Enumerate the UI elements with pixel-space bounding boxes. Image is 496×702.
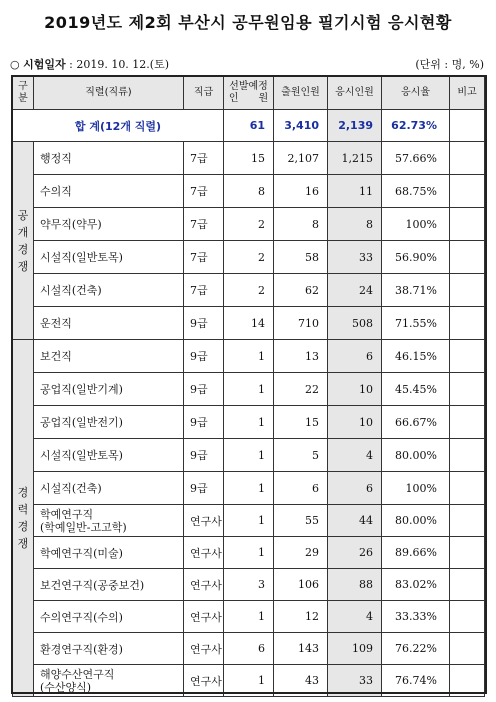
rate-cell: 100%: [382, 472, 450, 505]
examinees-cell: 11: [328, 175, 382, 208]
grade-cell: 연구사: [184, 537, 224, 569]
table-row: [13, 307, 485, 340]
exam-date-label: 시험일자: [23, 58, 66, 71]
table-row: [13, 241, 485, 274]
examinees-cell: 4: [328, 439, 382, 472]
planned-cell: 3: [224, 569, 274, 601]
grade-cell: 9급: [184, 406, 224, 439]
remark-cell: [450, 439, 485, 472]
rate-cell: 76.22%: [382, 633, 450, 665]
examinees-cell: 33: [328, 241, 382, 274]
total-rate: 62.73%: [382, 110, 450, 142]
applicants-cell: 2,107: [274, 142, 328, 175]
remark-cell: [450, 472, 485, 505]
job-cell: 수의연구직(수의): [34, 601, 184, 633]
job-cell: 시설직(일반토목): [34, 241, 184, 274]
header-group: 구 분: [13, 77, 34, 110]
job-line2: (수산양식): [40, 680, 92, 694]
grade-cell: 연구사: [184, 569, 224, 601]
remark-cell: [450, 406, 485, 439]
remark-cell: [450, 340, 485, 373]
planned-cell: 1: [224, 439, 274, 472]
unit-label: (단위 : 명, %): [415, 58, 484, 71]
examinees-cell: 33: [328, 665, 382, 697]
examinees-cell: 26: [328, 537, 382, 569]
rate-cell: 57.66%: [382, 142, 450, 175]
applicants-cell: 16: [274, 175, 328, 208]
job-cell: 시설직(일반토목): [34, 439, 184, 472]
remark-cell: [450, 373, 485, 406]
examinees-cell: 10: [328, 373, 382, 406]
planned-cell: 1: [224, 406, 274, 439]
table-row: [13, 665, 485, 697]
examinees-cell: 88: [328, 569, 382, 601]
rate-cell: 80.00%: [382, 439, 450, 472]
rate-cell: 71.55%: [382, 307, 450, 340]
table-row: [13, 340, 485, 373]
examinees-cell: 109: [328, 633, 382, 665]
grade-cell: 9급: [184, 439, 224, 472]
grade-cell: 9급: [184, 307, 224, 340]
applicants-cell: 29: [274, 537, 328, 569]
rate-cell: 76.74%: [382, 665, 450, 697]
exam-info-row: [10, 56, 486, 72]
job-line1: 학예연구직: [40, 507, 94, 521]
job-cell: 보건연구직(공중보건): [34, 569, 184, 601]
rate-cell: 45.45%: [382, 373, 450, 406]
grade-cell: 7급: [184, 142, 224, 175]
job-cell: 시설직(건축): [34, 274, 184, 307]
table-row: [13, 406, 485, 439]
header-grade: 직급: [184, 77, 224, 110]
table-header-row: [13, 77, 485, 110]
rate-cell: 56.90%: [382, 241, 450, 274]
job-cell: 학예연구직(미술): [34, 537, 184, 569]
examinees-cell: 44: [328, 505, 382, 537]
table-row: [13, 439, 485, 472]
table-row: [13, 373, 485, 406]
job-cell: 공업직(일반전기): [34, 406, 184, 439]
remark-cell: [450, 241, 485, 274]
examinees-cell: 8: [328, 208, 382, 241]
examinees-cell: 24: [328, 274, 382, 307]
remark-cell: [450, 307, 485, 340]
total-planned: 61: [224, 110, 274, 142]
applicants-cell: 8: [274, 208, 328, 241]
table-row: [13, 569, 485, 601]
planned-cell: 8: [224, 175, 274, 208]
job-cell: 약무직(약무): [34, 208, 184, 241]
header-applicants: 출원인원: [274, 77, 328, 110]
grade-cell: 7급: [184, 208, 224, 241]
applicants-cell: 6: [274, 472, 328, 505]
table-row: [13, 472, 485, 505]
table-row: [13, 601, 485, 633]
job-cell: 행정직: [34, 142, 184, 175]
examinees-cell: 6: [328, 340, 382, 373]
job-line1: 해양수산연구직: [40, 667, 115, 681]
remark-cell: [450, 569, 485, 601]
rate-cell: 68.75%: [382, 175, 450, 208]
rate-cell: 33.33%: [382, 601, 450, 633]
planned-cell: 14: [224, 307, 274, 340]
remark-cell: [450, 665, 485, 697]
applicants-cell: 43: [274, 665, 328, 697]
remark-cell: [450, 208, 485, 241]
page-title: 2019년도 제2회 부산시 공무원임용 필기시험 응시현황: [44, 13, 452, 32]
bullet-circle-icon: ○: [10, 58, 20, 71]
rate-cell: 80.00%: [382, 505, 450, 537]
applicants-cell: 5: [274, 439, 328, 472]
job-cell: 운전직: [34, 307, 184, 340]
planned-cell: 1: [224, 665, 274, 697]
header-planned: 선발예정 인 원: [224, 77, 274, 110]
applicants-cell: 13: [274, 340, 328, 373]
exam-status-table: [12, 76, 485, 697]
total-examinees: 2,139: [328, 110, 382, 142]
rate-cell: 89.66%: [382, 537, 450, 569]
applicants-cell: 58: [274, 241, 328, 274]
table-row: [13, 142, 485, 175]
examinees-cell: 1,215: [328, 142, 382, 175]
remark-cell: [450, 601, 485, 633]
grade-cell: 7급: [184, 175, 224, 208]
remark-cell: [450, 505, 485, 537]
planned-cell: 1: [224, 537, 274, 569]
job-cell: [34, 665, 184, 697]
table-row: [13, 633, 485, 665]
examinees-cell: 6: [328, 472, 382, 505]
planned-cell: 1: [224, 505, 274, 537]
examinees-cell: 10: [328, 406, 382, 439]
rate-cell: 66.67%: [382, 406, 450, 439]
job-cell: 보건직: [34, 340, 184, 373]
header-remark: 비고: [450, 77, 485, 110]
grade-cell: 9급: [184, 373, 224, 406]
applicants-cell: 22: [274, 373, 328, 406]
remark-cell: [450, 274, 485, 307]
group-label: 경력경쟁: [13, 340, 34, 697]
grade-cell: 9급: [184, 340, 224, 373]
grade-cell: 7급: [184, 274, 224, 307]
total-applicants: 3,410: [274, 110, 328, 142]
rate-cell: 83.02%: [382, 569, 450, 601]
applicants-cell: 55: [274, 505, 328, 537]
table-row: [13, 175, 485, 208]
total-label: 합 계(12개 직렬): [13, 110, 224, 142]
remark-cell: [450, 142, 485, 175]
header-job: 직렬(직류): [34, 77, 184, 110]
applicants-cell: 106: [274, 569, 328, 601]
table-row: [13, 274, 485, 307]
remark-cell: [450, 537, 485, 569]
applicants-cell: 62: [274, 274, 328, 307]
grade-cell: 9급: [184, 472, 224, 505]
job-line2: (학예일반-고고학): [40, 520, 127, 534]
grade-cell: 7급: [184, 241, 224, 274]
exam-date: [10, 56, 169, 72]
header-rate: 응시율: [382, 77, 450, 110]
rate-cell: 46.15%: [382, 340, 450, 373]
total-row: [13, 110, 485, 142]
rate-cell: 100%: [382, 208, 450, 241]
table-row: [13, 208, 485, 241]
exam-date-value: : 2019. 10. 12.(토): [69, 58, 170, 71]
grade-cell: 연구사: [184, 505, 224, 537]
grade-cell: 연구사: [184, 633, 224, 665]
examinees-cell: 508: [328, 307, 382, 340]
job-cell: 환경연구직(환경): [34, 633, 184, 665]
job-cell: 시설직(건축): [34, 472, 184, 505]
planned-cell: 6: [224, 633, 274, 665]
table-row: [13, 505, 485, 537]
group-label: 공개경쟁: [13, 142, 34, 340]
job-cell: 수의직: [34, 175, 184, 208]
applicants-cell: 12: [274, 601, 328, 633]
planned-cell: 2: [224, 241, 274, 274]
planned-cell: 1: [224, 340, 274, 373]
planned-cell: 1: [224, 373, 274, 406]
table-row: [13, 537, 485, 569]
total-remark: [450, 110, 485, 142]
remark-cell: [450, 175, 485, 208]
planned-cell: 2: [224, 274, 274, 307]
header-examinees: 응시인원: [328, 77, 382, 110]
grade-cell: 연구사: [184, 601, 224, 633]
remark-cell: [450, 633, 485, 665]
planned-cell: 2: [224, 208, 274, 241]
planned-cell: 1: [224, 601, 274, 633]
rate-cell: 38.71%: [382, 274, 450, 307]
applicants-cell: 15: [274, 406, 328, 439]
applicants-cell: 710: [274, 307, 328, 340]
job-cell: 공업직(일반기계): [34, 373, 184, 406]
applicants-cell: 143: [274, 633, 328, 665]
job-cell: [34, 505, 184, 537]
grade-cell: 연구사: [184, 665, 224, 697]
examinees-cell: 4: [328, 601, 382, 633]
planned-cell: 15: [224, 142, 274, 175]
planned-cell: 1: [224, 472, 274, 505]
